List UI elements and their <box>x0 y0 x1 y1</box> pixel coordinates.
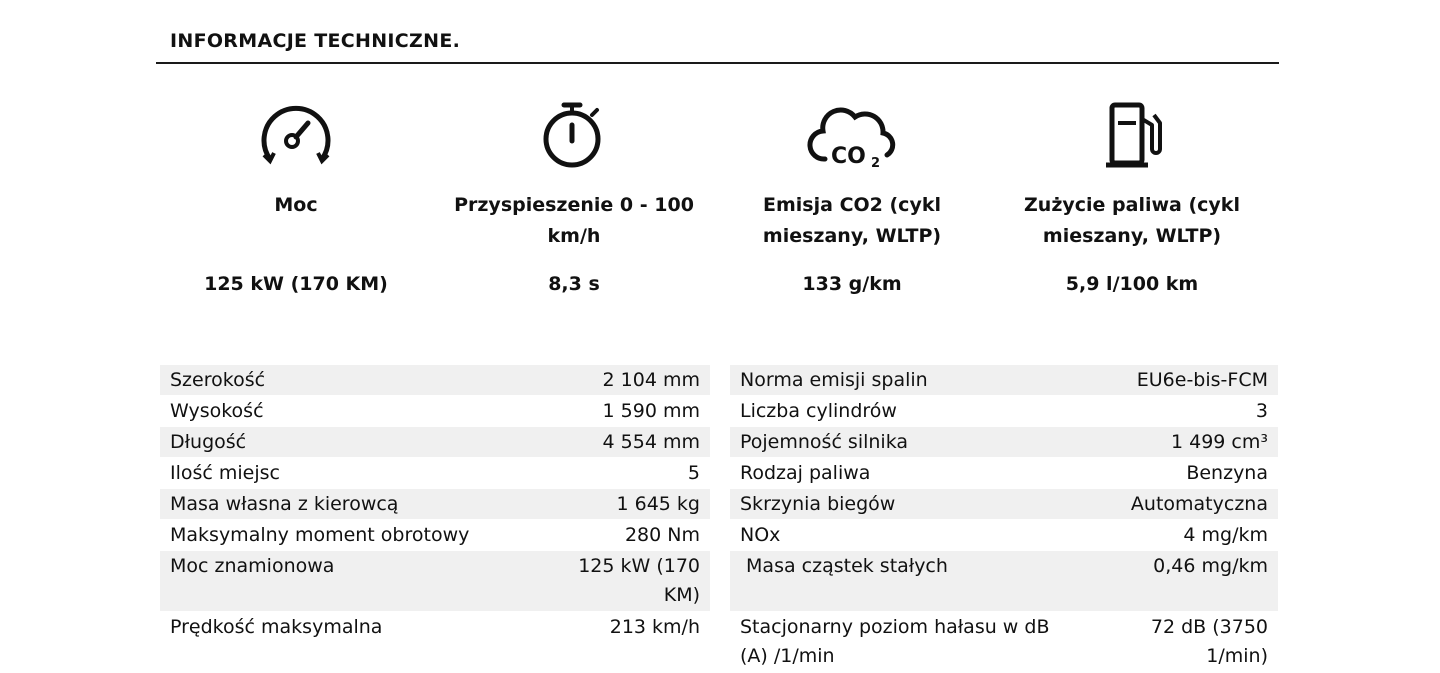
table-row <box>160 365 710 396</box>
spec-value: 213 km/h <box>609 616 700 638</box>
stat-co2 <box>722 95 982 295</box>
svg-text:CO: CO <box>831 144 866 169</box>
spec-value: Benzyna <box>1186 462 1268 484</box>
spec-value: 0,46 mg/km <box>1153 555 1268 577</box>
spec-value: 3 <box>1255 400 1268 422</box>
spec-key: Masa własna z kierowcą <box>170 493 399 515</box>
spec-value: 4 mg/km <box>1183 524 1268 546</box>
stat-label: Moc <box>274 194 318 216</box>
spec-key: Rodzaj paliwa <box>740 462 871 484</box>
spec-key: Ilość miejsc <box>170 462 280 484</box>
stat-label: Emisja CO2 (cykl mieszany, WLTP) <box>762 194 942 247</box>
spec-key: Norma emisji spalin <box>740 369 928 391</box>
co2-cloud-icon <box>722 95 982 175</box>
spec-key: Prędkość maksymalna <box>170 616 383 638</box>
stat-value: 133 g/km <box>802 273 902 295</box>
title-divider <box>156 62 1279 64</box>
specs-right-column <box>730 365 1278 673</box>
spec-value: 125 kW (170 KM) <box>578 555 700 606</box>
spec-value: EU6e-bis-FCM <box>1136 369 1268 391</box>
table-row <box>160 489 710 520</box>
spec-value: 72 dB (3750 1/min) <box>1150 616 1268 667</box>
table-row <box>160 458 710 489</box>
section-title: INFORMACJE TECHNICZNE. <box>170 30 461 52</box>
spec-value: 1 590 mm <box>602 400 700 422</box>
stat-value: 125 kW (170 KM) <box>204 273 388 295</box>
stat-label: Przyspieszenie 0 - 100 km/h <box>454 194 694 247</box>
spec-value: 4 554 mm <box>602 431 700 453</box>
table-row <box>160 427 710 458</box>
stat-value: 8,3 s <box>548 273 600 295</box>
speedometer-icon <box>166 95 426 175</box>
spec-key: Pojemność silnika <box>740 431 909 453</box>
spec-value: 1 645 kg <box>616 493 700 515</box>
table-row <box>730 427 1278 458</box>
table-row <box>730 365 1278 396</box>
table-row <box>160 396 710 427</box>
table-row <box>730 489 1278 520</box>
table-row <box>730 396 1278 427</box>
table-row <box>730 458 1278 489</box>
spec-value: Automatyczna <box>1130 493 1268 515</box>
table-row <box>730 551 1278 612</box>
spec-key: Maksymalny moment obrotowy <box>170 524 470 546</box>
spec-key: Szerokość <box>170 369 266 391</box>
spec-key: NOx <box>740 524 781 546</box>
stat-value: 5,9 l/100 km <box>1065 273 1199 295</box>
spec-key: Liczba cylindrów <box>740 400 897 422</box>
stopwatch-icon <box>444 95 704 175</box>
specs-left-column <box>160 365 710 643</box>
stat-acceleration <box>444 95 704 295</box>
stat-label: Zużycie paliwa (cykl mieszany, WLTP) <box>1024 194 1240 247</box>
spec-key: Stacjonarny poziom hałasu w dB (A) /1/min <box>740 616 1050 667</box>
spec-value: 1 499 cm³ <box>1170 431 1268 453</box>
stat-fuel <box>1002 95 1262 295</box>
spec-value: 5 <box>687 462 700 484</box>
spec-value: 280 Nm <box>624 524 700 546</box>
table-row <box>160 551 710 612</box>
spec-key: Masa cząstek stałych <box>740 555 948 577</box>
table-row <box>160 612 710 643</box>
spec-key: Moc znamionowa <box>170 555 335 577</box>
spec-key: Długość <box>170 431 247 453</box>
spec-key: Wysokość <box>170 400 264 422</box>
table-row <box>160 520 710 551</box>
table-row <box>730 520 1278 551</box>
spec-key: Skrzynia biegów <box>740 493 896 515</box>
table-row <box>730 612 1278 673</box>
fuel-pump-icon <box>1002 95 1262 175</box>
svg-text:2: 2 <box>871 156 881 171</box>
spec-value: 2 104 mm <box>602 369 700 391</box>
stat-power <box>166 95 426 295</box>
